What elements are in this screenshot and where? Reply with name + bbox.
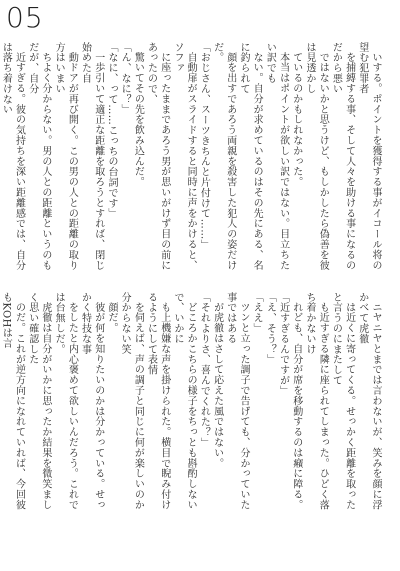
text-line: のだ。これが逆方向になれていれば、今回彼もKOHは言: [0, 292, 25, 510]
text-line: 「なに、って……こっちの台詞です」: [105, 42, 117, 219]
text-line: 本当はポイントが欲しい訳ではない。目立ちたい訳でも: [264, 42, 289, 271]
text-line: も上機嫌な声を掛けられた。横目で睨み付けるようにして表情: [145, 292, 170, 510]
text-line: は近くに寄ってくる。せっかく距離を取ったと言うのにまたして: [330, 292, 355, 510]
text-line: 「ん、なに？」: [119, 42, 131, 115]
text-line: ちよく分からない。男の人との距離というのもだが、自分: [26, 42, 51, 271]
text-line: 近すぎる。彼の気持ちを深い距離感では、自分は落ち着けない: [0, 42, 25, 271]
text-line: どころかこちらの様子をちっとも斟酌しないで、いかに: [171, 292, 197, 510]
text-line: 顔を出すであろう両親を殺害した犯人の姿だけだ。: [211, 42, 236, 271]
text-line: 一歩引いて適正な距離を取ろうとすれば、閉じ始めた自: [79, 42, 104, 271]
text-line: ない。自分が求めているのはその先にある、名に釣られて: [237, 42, 263, 271]
text-line: を捕縛する事、そして人々を助ける事になるのだから悪い: [330, 42, 355, 271]
text-line: 「おじさん、スーツきちんと片付けて……」: [198, 42, 210, 250]
text-line: 自動扉がスライドすると同時に声をかけると、ソファ: [171, 42, 197, 271]
text-line: をしたと内心褒めて欲しいんだろう。これでは台無しだ。: [53, 292, 78, 510]
upper-text-column: [0, 42, 382, 272]
text-line: 彼が何を知りたいのかは分かっている。せっかく特技な事: [79, 292, 104, 510]
page-number: 05: [6, 1, 44, 34]
lower-text-column: [0, 292, 382, 516]
text-line: 顔だ。: [105, 302, 117, 334]
text-line: 虎徹は自分がいかに思ったか結果を微笑ましく思い確認した: [26, 292, 51, 510]
text-line: 驚いてその先を飲み込んだ。: [132, 52, 144, 188]
text-line: が虎徹はさして応えた風ではない。: [211, 302, 223, 469]
text-line: 「近すぎるんですが」: [277, 292, 289, 396]
text-line: 「え、そう？」: [264, 292, 276, 365]
text-line: れども、自分が席を移動するのは癪に障る。: [290, 302, 302, 510]
text-line: 動ドアが再び開く。この男の人との距離の取り方はいまい: [53, 42, 78, 271]
text-line: ではないかと思うけど、もしかしたら偽善を彼は見透かし: [303, 42, 329, 271]
text-line: ているのかもしれなかった。: [290, 52, 302, 188]
text-line: 「ええ」: [251, 292, 263, 334]
text-line: を伺えば、声の調子と同じに何が楽しいのか分からない笑: [119, 292, 144, 510]
text-line: 「それよりさ、喜んでくれた？」: [198, 292, 210, 448]
text-line: ツンと立った調子で告げても、分かっていた事ではある: [224, 292, 249, 510]
text-line: ニヤニヤとまでは言わないが、笑みを顔に浮かべて虎徹: [356, 292, 381, 510]
text-line: も近すぎる隣に座られてしまった。ひどく落ち着かないけ: [303, 292, 329, 510]
text-line: いする。ポイントを獲得する事がイコール将の望む犯罪者: [356, 42, 381, 271]
text-line: に座ったままであろう男が思いがけず目の前にあったので、: [145, 42, 170, 271]
